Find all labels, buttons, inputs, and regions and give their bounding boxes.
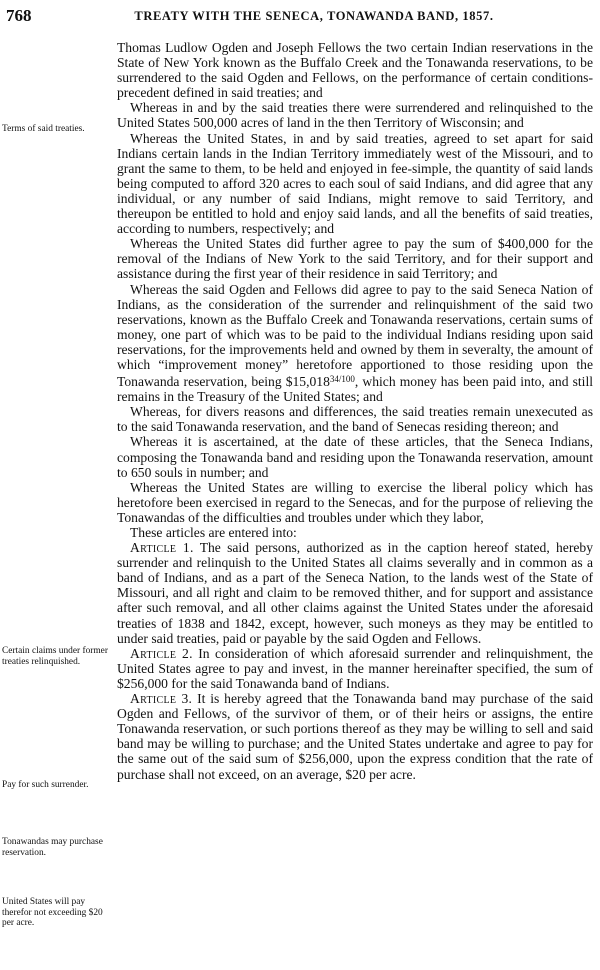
paragraph: Thomas Ludlow Ogden and Joseph Fellows the two certain Indian reservations in the State of New York known as the Buffalo Creek and the Tonawanda reservations, to be surrendered to the said Ogden and Fellows, on the performance of certain conditions-precedent defined in said treaties; and	[117, 40, 593, 101]
margin-note-united-states-will-pay: United States will pay therefor not exceeding $20 per acre.	[2, 897, 103, 928]
paragraph: Whereas the United States are willing to exercise the liberal policy which has heretofore been exercised in regard to the Senecas, and for the purpose of relieving the Tonawandas of the difficulties and troubles under which they labor,	[117, 479, 593, 525]
article-text: The said persons, authorized as in the caption hereof stated, hereby surrender and relinquish to the United States all claims severally and in common as a band of Indians, and as a part of the Seneca Nation, to the lands west of the State of Missouri, and all right and claim to be removed thither, and for support and assistance after such removal, and all other claims against the United States under the aforesaid treaties of 1838 and 1842, except, however, such moneys as they may be entitled to under said treaties, paid or payable by the said Ogden and Fellows.	[117, 540, 593, 646]
paragraph: Whereas the United States did further agree to pay the sum of $400,000 for the removal of the Indians of New York to the said Territory, and for their support and assistance during the first year of their residence in said Territory; and	[117, 236, 593, 282]
fraction: 34/100	[329, 374, 355, 385]
page-number: 768	[6, 6, 32, 25]
margin-note-tonawandas: Tonawandas may purchase reservation.	[2, 837, 103, 858]
paragraph: These articles are entered into:	[130, 525, 297, 540]
margin-note-claims: Certain claims under former treaties relinquished.	[2, 646, 108, 667]
margin-note-pay: Pay for such surrender.	[2, 780, 89, 790]
margin-note-terms: Terms of said treaties.	[2, 124, 85, 134]
paragraph-text: Whereas the said Ogden and Fellows did agree to pay to the said Seneca Nation of Indians, as the consideration of the surrender and relinquishment of the said two reservations, known as the Buffalo Creek and Tonawanda reservations, certain sums of money, one part of which was to be paid to the individual Indians residing upon said reservations, for the improvements held and owned by them in severalty, the amount of which “improvement money” heretofore apportioned to those residing upon the Tonawanda reservation, being $15,018	[117, 281, 593, 390]
article-1	[117, 540, 593, 646]
paragraph: Whereas, for divers reasons and differences, the said treaties remain unexecuted as to the said Tonawanda reservation, and the band of Senecas residing thereon; and	[117, 404, 593, 435]
paragraph	[117, 282, 593, 405]
article-2	[117, 646, 593, 691]
paragraph: Whereas the United States, in and by said treaties, agreed to set apart for said Indians certain lands in the Indian Territory immediately west of the Missouri, and to grant the same to them, to be held and enjoyed in fee-simple, the quantity of said lands being computed to afford 320 acres to each soul of said Indians, and did agree that any individual, or any number of said Indians, might remove to said Territory, and thereupon be entitled to hold and enjoy said lands, and all the benefits of said treaties, according to numbers, respectively; and	[117, 130, 593, 237]
paragraph: Whereas in and by the said treaties there were surrendered and relinquished to the United States 500,000 acres of land in the then Territory of Wisconsin; and	[117, 100, 593, 131]
article-text: In consideration of which aforesaid surrender and relinquishment, the United States agree to pay and invest, in the manner hereinafter specified, the sum of $256,000 for the said Tonawanda band of Indians.	[117, 645, 593, 691]
article-label: Article 2.	[130, 645, 193, 661]
article-3	[117, 691, 593, 782]
paragraph: Whereas it is ascertained, at the date of these articles, that the Seneca Indians, composing the Tonawanda band and residing upon the Tonawanda reservation, amount to 650 souls in number; and	[117, 434, 593, 480]
page-header	[6, 6, 592, 26]
article-text: It is hereby agreed that the Tonawanda band may purchase of the said Ogden and Fellows, of the survivor of them, or of their heirs or assigns, the entire Tonawanda reservation, or such portions thereof as they may be willing to sell and said band may be willing to purchase; and the United States undertake and agree to pay for the same out of the said sum of $256,000, upon the express condition that the rate of purchase shall not exceed, on an average, $20 per acre.	[117, 691, 593, 782]
article-label: Article 1.	[130, 540, 194, 556]
article-label: Article 3.	[130, 691, 193, 707]
running-head: TREATY WITH THE SENECA, TONAWANDA BAND, 1857.	[134, 9, 494, 23]
paragraph-text: , which money has been paid into, and still remains in the Treasury of the United States; and	[117, 374, 594, 405]
treaty-text	[117, 40, 593, 782]
